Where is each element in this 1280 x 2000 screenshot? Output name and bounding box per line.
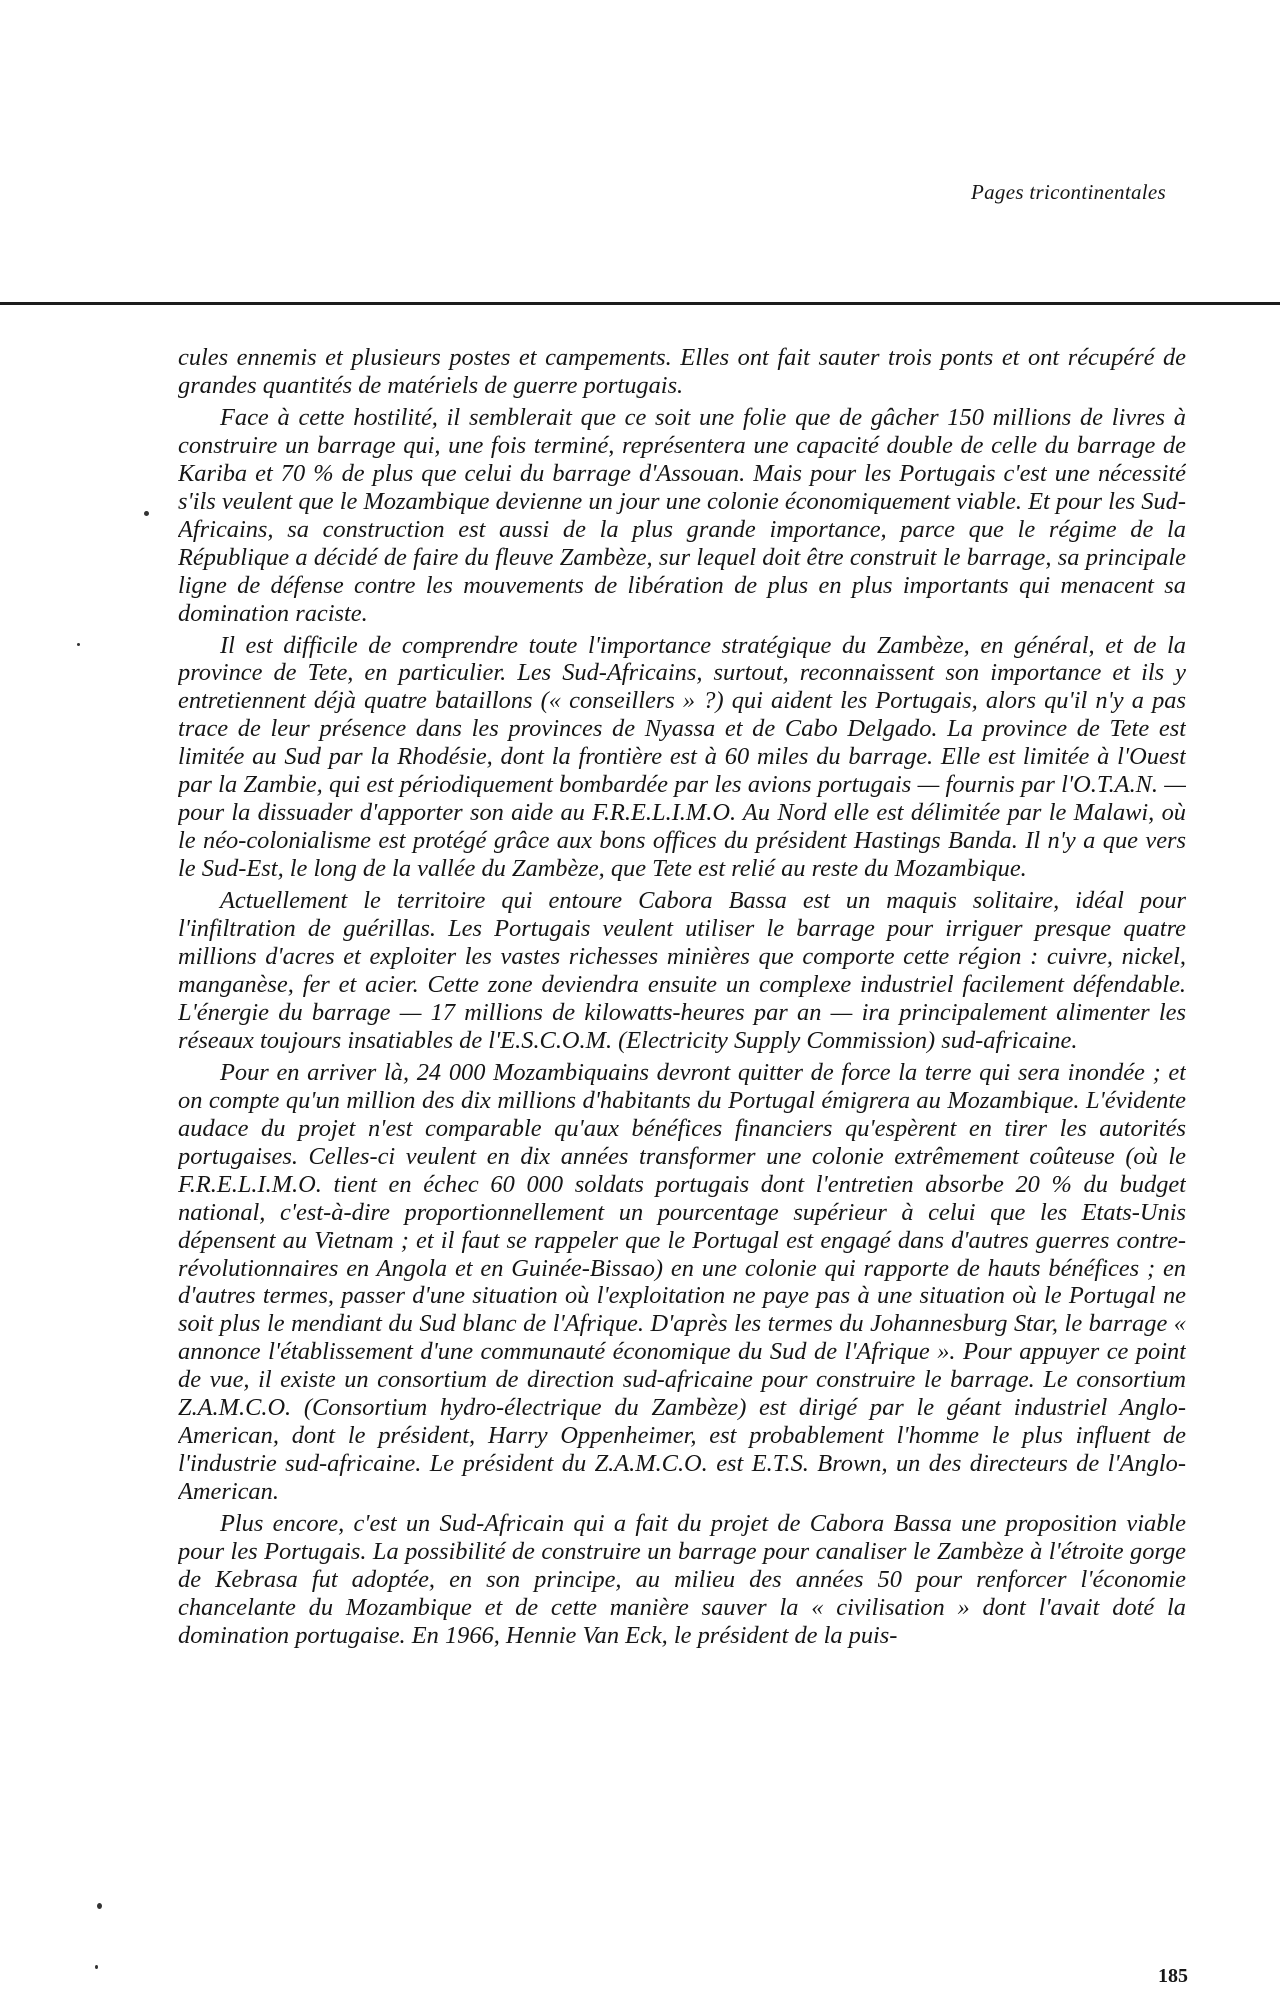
paragraph-5: Pour en arriver là, 24 000 Mozambiquains devront quitter de force la terre qui sera inondée ; et on compte qu'un million des dix millions d'habitants du Portugal émigrera au Mozambique. L'évidente audace du projet n'est comparable qu'aux bénéfices financiers qu'espèrent en tirer les autorités portugaises. Celles-ci veulent en dix années transformer une colonie extrêmement coûteuse (où le F.R.E.L.I.M.O. tient en échec 60 000 soldats portugais dont l'entretien absorbe 20 % du budget national, c'est-à-dire proportionnellement un pourcentage supérieur à celui que les Etats-Unis dépensent au Vietnam ; et il faut se rappeler que le Portugal est engagé dans d'autres guerres contre-révolutionnaires en Angola et en Guinée-Bissao) en une colonie qui rapporte de hauts bénéfices ; en d'autres termes, passer d'une situation où l'exploitation ne paye pas à une situation où le Portugal ne soit plus le mendiant du Sud blanc de l'Afrique. D'après les termes du Johannesburg Star, le barrage « annonce l'établissement d'une communauté économique du Sud de l'Afrique ». Pour appuyer ce point de vue, il existe un consortium de direction sud-africaine pour construire le barrage. Le consortium Z.A.M.C.O. (Consortium hydro-électrique du Zambèze) est dirigé par le géant industriel Anglo-American, dont le président, Harry Oppenheimer, est probablement l'homme le plus influent de l'industrie sud-africaine. Le président du Z.A.M.C.O. est E.T.S. Brown, un des directeurs de l'Anglo-American. xyxy=(178,1058,1186,1506)
scan-speck xyxy=(95,1965,98,1969)
scan-speck xyxy=(97,1903,102,1909)
page-number: 185 xyxy=(1158,1965,1188,1987)
scan-speck xyxy=(77,643,80,646)
article-body xyxy=(178,344,1186,1884)
scan-speck xyxy=(144,511,149,516)
paragraph-4: Actuellement le territoire qui entoure Cabora Bassa est un maquis solitaire, idéal pour l'infiltration de guérillas. Les Portugais veulent utiliser le barrage pour irriguer presque quatre millions d'acres et exploiter les vastes richesses minières que comporte cette région : cuivre, nickel, manganèse, fer et acier. Cette zone deviendra ensuite un complexe industriel facilement défendable. L'énergie du barrage — 17 millions de kilowatts-heures par an — ira principalement alimenter les réseaux toujours insatiables de l'E.S.C.O.M. (Electricity Supply Commission) sud-africaine. xyxy=(178,887,1186,1054)
paragraph-3: Il est difficile de comprendre toute l'importance stratégique du Zambèze, en général, et de la province de Tete, en particulier. Les Sud-Africains, surtout, reconnaissent son importance et ils y entretiennent déjà quatre bataillons (« conseillers » ?) qui aident les Portugais, alors qu'il n'y a pas trace de leur présence dans les provinces de Nyassa et de Cabo Delgado. La province de Tete est limitée au Sud par la Rhodésie, dont la frontière est à 60 miles du barrage. Elle est limitée à l'Ouest par la Zambie, qui est périodiquement bombardée par les avions portugais — fournis par l'O.T.A.N. — pour la dissuader d'apporter son aide au F.R.E.L.I.M.O. Au Nord elle est délimitée par le Malawi, où le néo-colonialisme est protégé grâce aux bons offices du président Hastings Banda. Il n'y a que vers le Sud-Est, le long de la vallée du Zambèze, que Tete est relié au reste du Mozambique. xyxy=(178,631,1186,883)
running-header: Pages tricontinentales xyxy=(971,180,1166,204)
paragraph-2: Face à cette hostilité, il semblerait que ce soit une folie que de gâcher 150 millions de livres à construire un barrage qui, une fois terminé, représentera une capacité double de celle du barrage de Kariba et 70 % de plus que celui du barrage d'Assouan. Mais pour les Portugais c'est une nécessité s'ils veulent que le Mozambique devienne un jour une colonie économiquement viable. Et pour les Sud-Africains, sa construction est aussi de la plus grande importance, parce que le régime de la République a décidé de faire du fleuve Zambèze, sur lequel doit être construit le barrage, sa principale ligne de défense contre les mouvements de libération de plus en plus importants qui menacent sa domination raciste. xyxy=(178,403,1186,627)
paragraph-1: cules ennemis et plusieurs postes et campements. Elles ont fait sauter trois ponts et ont récupéré de grandes quantités de matériels de guerre portugais. xyxy=(178,344,1186,399)
paragraph-6: Plus encore, c'est un Sud-Africain qui a fait du projet de Cabora Bassa une proposition viable pour les Portugais. La possibilité de construire un barrage pour canaliser le Zambèze à l'étroite gorge de Kebrasa fut adoptée, en son principe, au milieu des années 50 pour renforcer l'économie chancelante du Mozambique et de cette manière sauver la « civilisation » dont l'avait doté la domination portugaise. En 1966, Hennie Van Eck, le président de la puis- xyxy=(178,1510,1186,1649)
header-rule xyxy=(0,302,1280,305)
